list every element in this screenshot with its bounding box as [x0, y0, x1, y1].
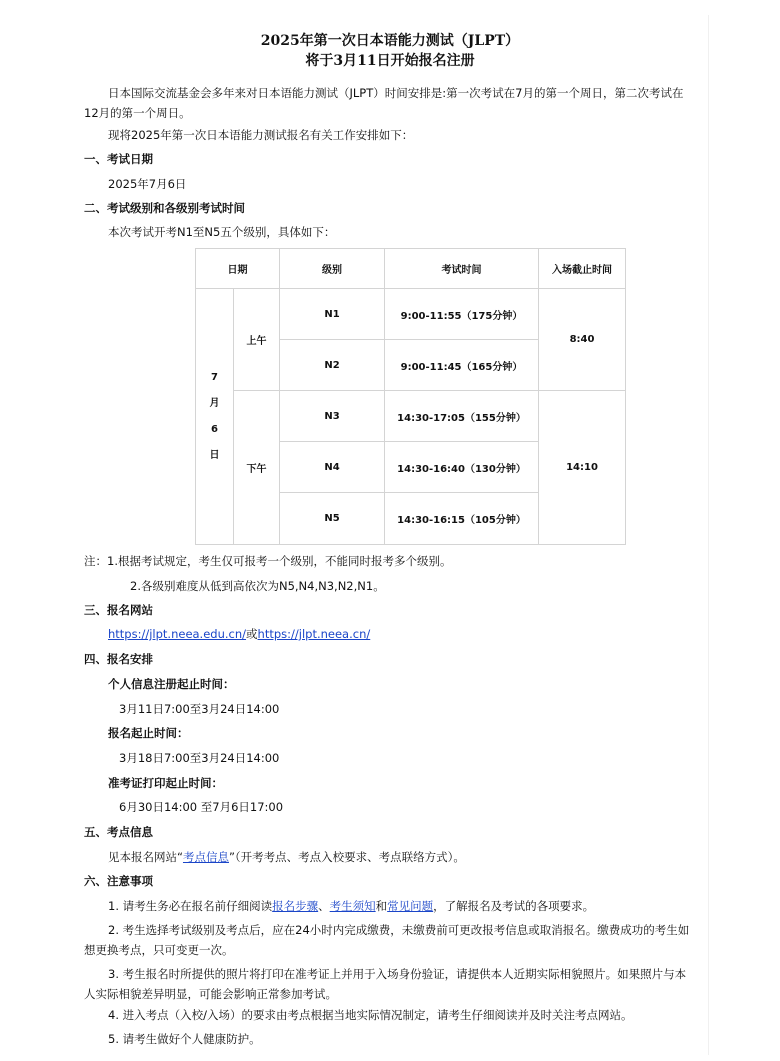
test-center-info: 见本报名网站“考点信息”（开考考点、考点入校要求、考点联络方式）。	[108, 850, 465, 864]
section-heading-website: 三、报名网站	[84, 603, 153, 617]
intro-paragraph: 日本国际交流基金会多年来对日本语能力测试（JLPT）时间安排是:第一次考试在7月的第一个周日，第二次考试在12月的第一个周日。	[84, 86, 684, 120]
registration-info-label: 个人信息注册起止时间：	[108, 677, 235, 691]
page-title-line2: 将于3月11日开始报名注册	[305, 53, 475, 69]
table-level-cell: N4	[280, 442, 385, 493]
note-single-level: 注：1.根据考试规定，考生仅可报考一个级别，不能同时报考多个级别。	[84, 554, 452, 568]
website-links: https://jlpt.neea.edu.cn/或https://jlpt.neea.cn/	[108, 627, 371, 641]
table-session-afternoon: 下午	[234, 391, 280, 545]
table-time-cell: 14:30-16:15（105分钟）	[385, 493, 539, 545]
table-header-date: 日期	[196, 249, 280, 289]
notes-item-1: 1. 请考生务必在报名前仔细阅读报名步骤、考生须知和常见问题，了解报名及考试的各项要求。	[108, 899, 595, 913]
table-header-time: 考试时间	[385, 249, 539, 289]
table-time-cell: 14:30-16:40（130分钟）	[385, 442, 539, 493]
page-edge-divider	[708, 15, 709, 1055]
table-time-cell: 9:00-11:45（165分钟）	[385, 340, 539, 391]
table-date-cell: 7 月 6 日	[196, 289, 234, 545]
notes-item-3: 3. 考生报名时所提供的照片将打印在准考证上并用于入场身份验证，请提供本人近期实际相貌照片。如果照片与本人实际相貌差异明显，可能会影响正常参加考试。	[84, 967, 687, 1001]
levels-description: 本次考试开考N1至N5五个级别，具体如下：	[108, 225, 336, 239]
website-link-secondary[interactable]: https://jlpt.neea.cn/	[257, 627, 371, 641]
admission-ticket-label: 准考证打印起止时间：	[108, 776, 223, 790]
table-time-cell: 9:00-11:55（175分钟）	[385, 289, 539, 340]
table-row	[196, 289, 626, 340]
exam-date-value: 2025年7月6日	[108, 177, 187, 191]
table-session-morning: 上午	[234, 289, 280, 391]
exam-schedule-table	[195, 248, 626, 545]
table-time-cell: 14:30-17:05（155分钟）	[385, 391, 539, 442]
registration-info-value: 3月11日7:00至3月24日14:00	[119, 702, 280, 716]
notes-item-5: 5. 请考生做好个人健康防护。	[108, 1032, 261, 1046]
page-title-line1: 2025年第一次日本语能力测试（JLPT）	[260, 33, 520, 49]
table-deadline-morning: 8:40	[539, 289, 626, 391]
section-heading-registration: 四、报名安排	[84, 652, 153, 666]
section-heading-exam-date: 一、考试日期	[84, 152, 153, 166]
registration-period-value: 3月18日7:00至3月24日14:00	[119, 751, 280, 765]
intro-arrangement-text: 现将2025年第一次日本语能力测试报名有关工作安排如下：	[108, 128, 414, 142]
table-header-deadline: 入场截止时间	[539, 249, 626, 289]
faq-link[interactable]: 常见问题	[387, 899, 434, 913]
section-heading-notes: 六、注意事项	[84, 874, 153, 888]
website-link-primary[interactable]: https://jlpt.neea.edu.cn/	[108, 627, 247, 641]
notes-item-4: 4. 进入考点（入校/入场）的要求由考点根据当地实际情况制定，请考生仔细阅读并及时关注考点网站。	[108, 1008, 633, 1022]
test-center-info-link[interactable]: 考点信息	[182, 850, 229, 864]
candidate-notice-link[interactable]: 考生须知	[329, 899, 376, 913]
registration-steps-link[interactable]: 报名步骤	[272, 899, 319, 913]
section-heading-levels: 二、考试级别和各级别考试时间	[84, 201, 245, 215]
section-heading-test-centers: 五、考点信息	[84, 825, 153, 839]
table-deadline-afternoon: 14:10	[539, 391, 626, 545]
note-level-difficulty: 2.各级别难度从低到高依次为N5,N4,N3,N2,N1。	[130, 579, 385, 593]
notes-item-2: 2. 考生选择考试级别及考点后，应在24小时内完成缴费，未缴费前可更改报考信息或取消报名。缴费成功的考生如想更换考点，只可变更一次。	[84, 923, 690, 957]
table-level-cell: N3	[280, 391, 385, 442]
table-level-cell: N1	[280, 289, 385, 340]
table-row	[196, 391, 626, 442]
admission-ticket-value: 6月30日14:00 至7月6日17:00	[119, 800, 284, 814]
table-level-cell: N2	[280, 340, 385, 391]
registration-period-label: 报名起止时间：	[108, 726, 189, 740]
table-level-cell: N5	[280, 493, 385, 545]
table-header-row	[196, 249, 626, 289]
table-header-level: 级别	[280, 249, 385, 289]
